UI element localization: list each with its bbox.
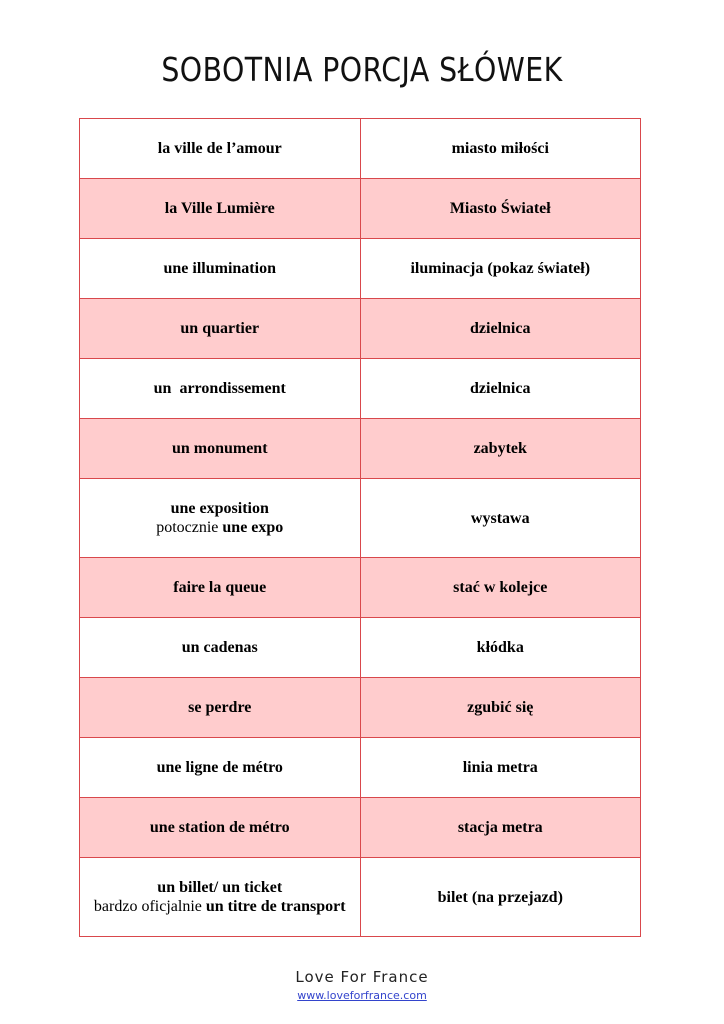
table-row [80, 618, 641, 678]
table-row [80, 179, 641, 239]
polish-translation: miasto miłości [360, 119, 641, 179]
french-term: une illumination [80, 239, 361, 299]
table-row [80, 479, 641, 558]
polish-translation: stać w kolejce [360, 558, 641, 618]
table-row [80, 359, 641, 419]
french-term: une ligne de métro [80, 738, 361, 798]
table-row [80, 678, 641, 738]
polish-translation: dzielnica [360, 299, 641, 359]
french-term: une exposition [170, 500, 269, 517]
polish-translation: linia metra [360, 738, 641, 798]
table-row [80, 798, 641, 858]
table-row [80, 858, 641, 937]
polish-translation: Miasto Świateł [360, 179, 641, 239]
french-term-cell [80, 479, 361, 558]
table-row [80, 299, 641, 359]
brand-name: Love For France [295, 968, 429, 986]
table-row [80, 558, 641, 618]
table-row [80, 119, 641, 179]
page-title: SOBOTNIA PORCJA SŁÓWEK [161, 50, 563, 89]
usage-note-term: une expo [222, 519, 284, 536]
polish-translation: zabytek [360, 419, 641, 479]
polish-translation: iluminacja (pokaz świateł) [360, 239, 641, 299]
polish-translation: wystawa [360, 479, 641, 558]
footer [0, 968, 724, 1002]
table-row [80, 239, 641, 299]
usage-note: potocznie [156, 519, 223, 536]
french-term: une station de métro [80, 798, 361, 858]
polish-translation: stacja metra [360, 798, 641, 858]
polish-translation: dzielnica [360, 359, 641, 419]
french-term: un monument [80, 419, 361, 479]
french-term: un cadenas [80, 618, 361, 678]
french-term: se perdre [80, 678, 361, 738]
website-link[interactable]: www.loveforfrance.com [297, 989, 427, 1002]
polish-translation: kłódka [360, 618, 641, 678]
french-term: un billet/ un ticket [157, 879, 283, 896]
french-term: faire la queue [80, 558, 361, 618]
vocabulary-table [79, 118, 641, 937]
table-row [80, 419, 641, 479]
french-term: la ville de l’amour [80, 119, 361, 179]
usage-note: bardzo oficjalnie [93, 898, 206, 915]
polish-translation: bilet (na przejazd) [360, 858, 641, 937]
table-row [80, 738, 641, 798]
french-term-cell [80, 858, 361, 937]
polish-translation: zgubić się [360, 678, 641, 738]
french-term: un arrondissement [80, 359, 361, 419]
french-term: la Ville Lumière [80, 179, 361, 239]
french-term: un quartier [80, 299, 361, 359]
usage-note-term: un titre de transport [205, 898, 346, 915]
